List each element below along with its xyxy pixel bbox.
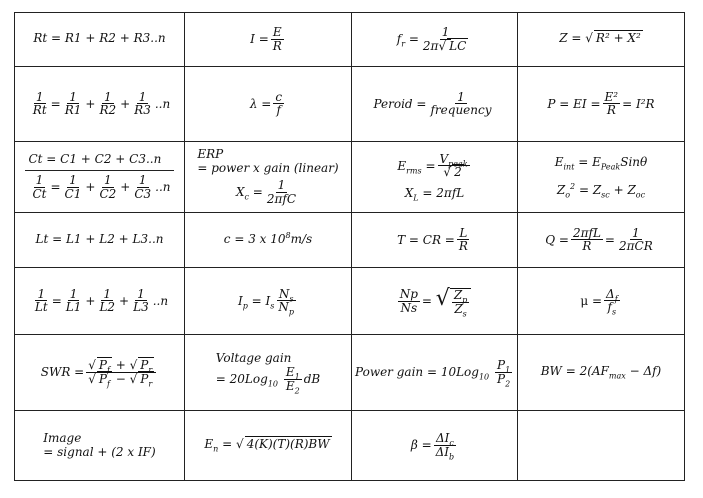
cell-series-resistance: Rt = R1 + R2 + R3..n	[15, 13, 185, 67]
fraction: $\frac{Z_p}{Z_s}$	[450, 288, 471, 316]
square-root-icon: √	[129, 358, 138, 373]
cell-wavelength: λ = $\frac{c}{f}$	[185, 67, 352, 142]
fraction: $\frac{1}{Lt}$	[34, 286, 48, 315]
square-root-icon: √	[129, 371, 138, 386]
table-row	[15, 335, 685, 411]
cell-power: P = EI = $\frac{\text{E²}}{R}$ = I²R	[518, 67, 685, 142]
cell-power-gain: Power gain = 10Log$_{10}$ $\frac{P_1}{P_2}$	[352, 335, 518, 411]
cell-transformer-current: $I_p = I_s$ $\frac{N_s}{N_p}$	[185, 268, 352, 335]
fraction: $\frac{\text{2πfL}}{R}$	[572, 225, 601, 254]
table-row	[15, 268, 685, 335]
cell-swr: SWR = $\frac{√ P_f + √ P_r}{√ P_f - √ P_r}$	[15, 335, 185, 411]
fraction: $\frac{N_s}{N_p}$	[278, 286, 295, 317]
fraction: $\frac{\Delta I_c}{\Delta I_b}$	[435, 431, 455, 462]
square-root-icon: √	[236, 437, 244, 452]
fraction: $\frac{1}{L2}$	[99, 286, 116, 315]
fraction: $\frac{\Delta_f}{f_s}$	[606, 286, 618, 317]
cell-beta: β = $\frac{\Delta I_c}{\Delta I_b}$	[352, 411, 518, 481]
cell-erms-xl: $E_{rms}$ = $\frac{V_{peak}}{√ 2}$ $X_L = 2\pi fL$	[352, 142, 518, 213]
cell-speed-of-light: c = 3 x $10^8m/s$	[185, 213, 352, 268]
cell-period: Peroid = $\frac{1}{\text{frequency}}$	[352, 67, 518, 142]
fraction: $\frac{E_1}{E_2}$	[285, 365, 300, 395]
cell-ohms-law: I = $\frac{E}{R}$	[185, 13, 352, 67]
fraction: $\frac{L}{R}$	[458, 225, 468, 254]
cell-resonant-frequency: $f_r$ = $\frac{1}{2\pi√ LC}$	[352, 13, 518, 67]
square-root-icon: √	[438, 38, 447, 53]
cell-empty	[518, 411, 685, 481]
square-root-icon: √	[585, 31, 593, 46]
cell-time-constant: T = CR = $\frac{L}{R}$	[352, 213, 518, 268]
cell-series-inductance: Lt = L1 + L2 + L3..n	[15, 213, 185, 268]
fraction: $\frac{Np}{Ns}$	[399, 287, 418, 315]
fraction: $\frac{√ P_f + √ P_r}{√ P_f - √ P_r}$	[86, 359, 156, 386]
cell-parallel-inductance: $\frac{1}{Lt}$ = $\frac{1}{L1}$ + $\frac{1}{L2}$ + $\frac{1}{L3}$ ..n	[15, 268, 185, 335]
fraction: $\frac{1}{R1}$	[64, 89, 82, 118]
fraction: $\frac{1}{L3}$	[133, 286, 149, 315]
fraction: $\frac{1}{\text{2πCR}}$	[618, 225, 653, 254]
fraction: $\frac{E}{R}$	[272, 25, 282, 53]
fraction: $\frac{1}{R3}$	[134, 89, 151, 118]
cell-turns-ratio: $\frac{Np}{Ns}$ = √ $\frac{Z_p}{Z_s}$	[352, 268, 518, 335]
table-row	[15, 142, 685, 213]
fraction: $\frac{1}{L1}$	[65, 286, 82, 315]
formula-table	[14, 12, 685, 481]
fraction: $\frac{c}{f}$	[275, 89, 283, 118]
table-row	[15, 213, 685, 268]
table-row	[15, 67, 685, 142]
fraction: $\frac{1}{R2}$	[99, 89, 117, 118]
cell-q-factor: Q = $\frac{\text{2πfL}}{R}$ = $\frac{1}{\text{2πCR}}$	[518, 213, 685, 268]
fraction: $\frac{1}{\text{frequency}}$	[430, 89, 492, 118]
fraction: $\frac{1}{Ct}$	[32, 173, 47, 201]
cell-voltage-gain: Voltage gain = 20Log$_{10}$ $\frac{E_1}{E_2}$ dB	[185, 335, 352, 411]
cell-parallel-resistance: $\frac{1}{Rt}$ = $\frac{1}{R1}$ + $\frac{1}{R2}$ + $\frac{1}{R3}$ ..n	[15, 67, 185, 142]
fraction: $\frac{\text{E²}}{R}$	[604, 89, 619, 118]
cell-bandwidth: BW = $2(AF_{max} - \Delta f)$	[518, 335, 685, 411]
square-root-icon: √	[88, 371, 96, 386]
fraction: $\frac{1}{\text{2πfC}}$	[266, 178, 297, 206]
cell-image-frequency: Image = signal + (2 x IF)	[15, 411, 185, 481]
fraction: $\frac{1}{2\pi√ LC}$	[422, 25, 467, 53]
fraction: $\frac{1}{C2}$	[99, 173, 117, 201]
table-row	[15, 13, 685, 67]
cell-impedance: Z = √ R² + X²	[518, 13, 685, 67]
cell-erp-reactance: ERP = power x gain (linear) $X_c$ = $\frac{1}{\text{2πfC}}$	[185, 142, 352, 213]
cell-capacitance: Ct = C1 + C2 + C3..n $\frac{1}{Ct}$ = $\frac{1}{C1}$ + $\frac{1}{C2}$ + $\frac{1}{C3}$ ..n	[15, 142, 185, 213]
fraction: $\frac{P_1}{P_2}$	[496, 358, 511, 389]
square-root-icon: √	[435, 286, 450, 312]
cell-eint-zo: $E_{int} = E_{Peak}Sin\theta$ $Z_o^2 = Z_{sc} + Z_{oc}$	[518, 142, 685, 213]
table-row	[15, 411, 685, 481]
fraction: $\frac{V_{peak}}{√ 2}$	[439, 151, 468, 180]
fraction: $\frac{1}{C1}$	[64, 173, 82, 201]
fraction: $\frac{1}{Rt}$	[32, 89, 47, 118]
cell-mu: μ = $\frac{\Delta_f}{f_s}$	[518, 268, 685, 335]
square-root-icon: √	[443, 165, 452, 180]
fraction: $\frac{1}{C3}$	[134, 173, 152, 201]
cell-noise-voltage: $E_n$ = √ 4(K)(T)(R)BW	[185, 411, 352, 481]
square-root-icon: √	[88, 358, 96, 373]
